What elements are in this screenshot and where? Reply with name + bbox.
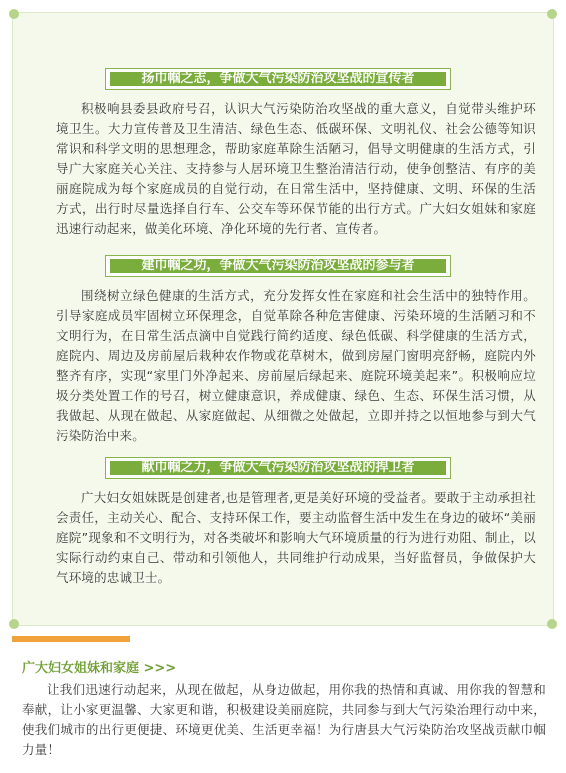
corner-dot xyxy=(9,9,19,19)
corner-dot xyxy=(9,619,19,629)
section-heading-1 xyxy=(105,68,451,90)
section-heading-1-label: 扬巾帼之志，争做大气污染防治攻坚战的宣传者 xyxy=(110,72,446,86)
section-paragraph-3: 广大妇女姐妹既是创建者,也是管理者,更是美好环境的受益者。要敢于主动承担社会责任，主动关心、配合、支持环保工作，要主动监督生活中发生在身边的破坏“美丽庭院”现象和不文明行为，对各类破坏和影响大气环境质量的行为进行劝阻、制止，以实际行动约束自己、带动和引领他人，共同维护行动成果，当好监督员，争做保护大气环境的忠诚卫士。 xyxy=(56,490,536,585)
footer-paragraph: 让我们迅速行动起来，从现在做起，从身边做起，用你我的热情和真诚、用你我的智慧和奉献，让小家更温馨、大家更和谐，积极建设美丽庭院，共同参与到大气污染治理行动中来，使我们城市的出行更便捷、环境更优美、生活更幸福！为行唐县大气污染防治攻坚战贡献巾帼力量！ xyxy=(22,682,546,757)
content-panel xyxy=(12,12,554,626)
footer-title: 广大妇女姐妹和家庭 >>> xyxy=(22,661,177,676)
accent-bar xyxy=(12,636,130,642)
section-paragraph-1: 积极响县委县政府号召，认识大气污染防治攻坚战的重大意义，自觉带头维护环境卫生。大力宣传普及卫生清洁、绿色生态、低碳环保、文明礼仪、社会公德等知识常识和科学文明的思想理念，帮助家庭革除生活陋习，倡导文明健康的生活方式，引导广大家庭关心关注、支持参与人居环境卫生整治清洁行动，使争创整洁、有序的美丽庭院成为每个家庭成员的自觉行动，在日常生活中，坚持健康、文明、环保的生活方式，出行时尽量选择自行车、公交车等环保节能的出行方式。广大妇女姐妹和家庭迅速行动起来，做美化环境、净化环境的先行者、宣传者。 xyxy=(56,101,536,236)
section-heading-2-label: 建巾帼之功，争做大气污染防治攻坚战的参与者 xyxy=(110,259,446,273)
corner-dot xyxy=(547,619,557,629)
section-heading-3-label: 献巾帼之力，争做大气污染防治攻坚战的捍卫者 xyxy=(110,461,446,475)
section-paragraph-2: 围绕树立绿色健康的生活方式，充分发挥女性在家庭和社会生活中的独特作用。引导家庭成员牢固树立环保理念，自觉革除各种危害健康、污染环境的生活陋习和不文明行为，在日常生活点滴中自觉践行简约适度、绿色低碳、科学健康的生活方式，庭院内、周边及房前屋后栽种农作物或花草树木，做到房屋门窗明亮舒畅，庭院内外整齐有序，实现“家里门外净起来、房前屋后绿起来、庭院环境美起来”。积极响应垃圾分类处置工作的号召，树立健康意识，养成健康、绿色、生态、环保生活习惯，从我做起、从现在做起、从家庭做起、从细微之处做起，立即并持之以恒地参与到大气污染防治中来。 xyxy=(56,288,536,443)
section-heading-3 xyxy=(105,457,451,479)
section-heading-2 xyxy=(105,255,451,277)
corner-dot xyxy=(547,9,557,19)
